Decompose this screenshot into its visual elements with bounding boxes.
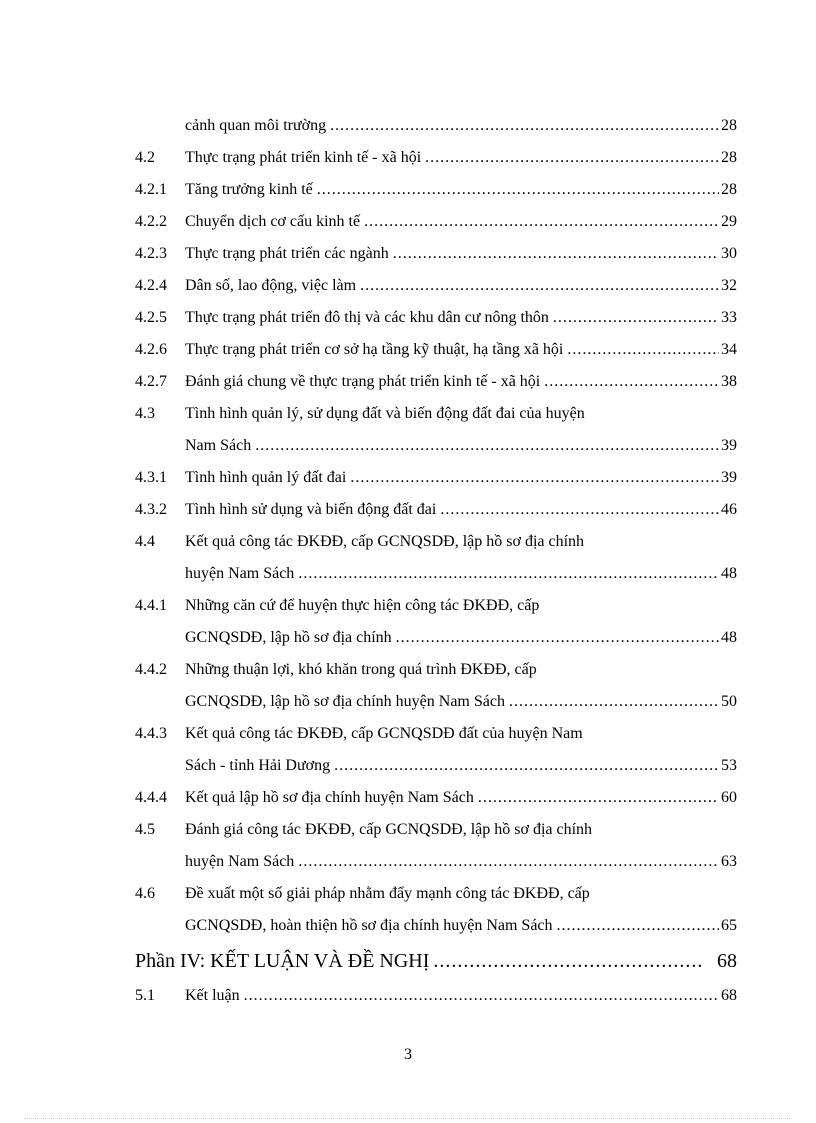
toc-entry — [135, 366, 737, 398]
toc-entry — [135, 270, 737, 302]
toc-leader-dots — [240, 980, 719, 1012]
toc-entry-number: 4.4.3 — [135, 725, 167, 742]
toc-entry-text — [185, 238, 719, 270]
toc-entry-title: cảnh quan môi trường — [185, 117, 327, 134]
toc-entry-page: 39 — [721, 437, 737, 454]
toc-entry-text — [185, 398, 737, 430]
toc-leader-dots — [389, 238, 719, 270]
toc-entry — [135, 590, 737, 622]
toc-entry-page: 28 — [721, 181, 737, 198]
toc-entry-page: 33 — [721, 309, 737, 326]
toc-entry-title: GCNQSDĐ, lập hồ sơ địa chính — [185, 629, 392, 646]
toc-entry-number: 4.4 — [135, 533, 155, 550]
toc-entry-number: 4.2.3 — [135, 245, 167, 262]
toc-entry-title: Kết quả công tác ĐKĐĐ, cấp GCNQSDĐ đất của huyện Nam — [185, 725, 583, 742]
toc-entry-number: 4.6 — [135, 885, 155, 902]
toc-entry-text — [185, 910, 719, 942]
toc-entry-page: 28 — [721, 149, 737, 166]
toc-entry-page: 29 — [721, 213, 737, 230]
toc-entry — [135, 302, 737, 334]
toc-entry-title: Nam Sách — [185, 437, 252, 454]
toc-entry-number: 4.2 — [135, 149, 155, 166]
toc-entry-title: Thực trạng phát triển cơ sở hạ tầng kỹ thuật, hạ tầng xã hội — [185, 341, 564, 358]
toc-entry-text — [185, 622, 719, 654]
toc-entry — [135, 142, 737, 174]
toc-entry-text — [185, 814, 737, 846]
toc-entry-title: Tăng trưởng kinh tế — [185, 181, 313, 198]
toc-entry-text — [185, 430, 719, 462]
toc-leader-dots — [474, 782, 719, 814]
toc-entry-text — [185, 494, 719, 526]
toc-entry-text — [185, 206, 719, 238]
toc-entry — [135, 980, 737, 1012]
toc-entry-number: 4.4.2 — [135, 661, 167, 678]
toc-entry — [135, 238, 737, 270]
toc-entry-title: Thực trạng phát triển các ngành — [185, 245, 389, 262]
toc-entry — [135, 526, 737, 558]
toc-entry — [135, 622, 737, 654]
toc-entry-number: 4.2.5 — [135, 309, 167, 326]
toc-leader-dots — [313, 174, 719, 206]
toc-leader-dots — [251, 430, 719, 462]
toc-entry-page: 53 — [721, 757, 737, 774]
toc-entry-text — [185, 366, 719, 398]
toc-entry — [135, 750, 737, 782]
toc-entry — [135, 206, 737, 238]
toc-entry-page: 50 — [721, 693, 737, 710]
toc-entry-title: Tình hình quản lý đất đai — [185, 469, 347, 486]
toc-entry — [135, 174, 737, 206]
toc-entry-title: Sách - tỉnh Hải Dương — [185, 757, 331, 774]
toc-entry — [135, 110, 737, 142]
toc-entry-text — [185, 718, 737, 750]
toc-entry — [135, 910, 737, 942]
toc-entry-page: 60 — [721, 789, 737, 806]
toc-entry-title: Đánh giá công tác ĐKĐĐ, cấp GCNQSDĐ, lập hồ sơ địa chính — [185, 821, 593, 838]
toc-entry — [135, 462, 737, 494]
toc-entry-text — [185, 142, 719, 174]
toc-entry-number: 4.3.1 — [135, 469, 167, 486]
toc-entry-text — [185, 302, 719, 334]
toc-leader-dots — [360, 206, 719, 238]
toc-leader-dots — [294, 846, 719, 878]
toc-entry-number: 5.1 — [135, 987, 155, 1004]
toc-entry-text — [185, 110, 719, 142]
toc-entry-title: Đề xuất một số giải pháp nhằm đẩy mạnh công tác ĐKĐĐ, cấp — [185, 885, 590, 902]
toc-leader-dots — [540, 366, 719, 398]
toc-entry-text — [185, 462, 719, 494]
toc-entry-page: 32 — [721, 277, 737, 294]
toc-leader-dots — [392, 622, 719, 654]
toc-entry-title: Những thuận lợi, khó khăn trong quá trình ĐKĐĐ, cấp — [185, 661, 537, 678]
toc-entry-title: Dân số, lao động, việc làm — [185, 277, 357, 294]
toc-entry-page: 63 — [721, 853, 737, 870]
toc-entry — [135, 654, 737, 686]
toc-entry-text — [185, 686, 719, 718]
toc-entry-page: 28 — [721, 117, 737, 134]
toc-entry-text — [185, 558, 719, 590]
toc-entry-number: 4.2.4 — [135, 277, 167, 294]
toc-entry-title: Tình hình quản lý, sử dụng đất và biến động đất đai của huyện — [185, 405, 585, 422]
toc-entry-page: 39 — [721, 469, 737, 486]
toc-entry-title: Kết quả lập hồ sơ địa chính huyện Nam Sách — [185, 789, 474, 806]
toc-entry — [135, 782, 737, 814]
toc-entry-page: 46 — [721, 501, 737, 518]
toc-entry-title: Những căn cứ để huyện thực hiện công tác ĐKĐĐ, cấp — [185, 597, 540, 614]
toc-entry-text — [185, 846, 719, 878]
toc-leader-dots — [294, 558, 719, 590]
toc-leader-dots — [421, 142, 719, 174]
toc-leader-dots — [326, 110, 719, 142]
toc-entry-text — [135, 942, 703, 980]
toc-entry-number: 4.4.4 — [135, 789, 167, 806]
toc-entry-page: 48 — [721, 629, 737, 646]
toc-entry-number: 4.2.6 — [135, 341, 167, 358]
toc-leader-dots — [330, 750, 719, 782]
toc-entry-page: 30 — [721, 245, 737, 262]
toc-entry-number: 4.3.2 — [135, 501, 167, 518]
toc-entry — [135, 846, 737, 878]
toc-entry-text — [185, 782, 719, 814]
toc-entry-title: Đánh giá chung về thực trạng phát triển kinh tế - xã hội — [185, 373, 541, 390]
toc-entry-title: Chuyển dịch cơ cấu kinh tế — [185, 213, 361, 230]
toc-entry-title: Phần IV: KẾT LUẬN VÀ ĐỀ NGHỊ — [135, 950, 430, 972]
toc-entry-title: Kết luận — [185, 987, 240, 1004]
toc-entry — [135, 398, 737, 430]
toc-entry-title: Thực trạng phát triển kinh tế - xã hội — [185, 149, 422, 166]
toc-leader-dots — [356, 270, 719, 302]
toc-entry-text — [185, 174, 719, 206]
toc-entry-text — [185, 334, 719, 366]
toc-entry — [135, 814, 737, 846]
toc-leader-dots — [563, 334, 719, 366]
toc-entry-text — [185, 750, 719, 782]
toc-entry-page: 38 — [721, 373, 737, 390]
toc-leader-dots — [436, 494, 719, 526]
toc-entry-text — [185, 590, 737, 622]
page-bottom-edge — [24, 1118, 792, 1119]
toc-leader-dots — [549, 302, 719, 334]
toc-leader-dots — [429, 942, 703, 980]
toc-leader-dots — [505, 686, 719, 718]
toc-entry-number: 4.2.7 — [135, 373, 167, 390]
toc-entry-number: 4.2.2 — [135, 213, 167, 230]
toc-entry-text — [185, 878, 737, 910]
toc-entry-number: 4.3 — [135, 405, 155, 422]
toc-entry-title: GCNQSDĐ, hoàn thiện hồ sơ địa chính huyện Nam Sách — [185, 917, 553, 934]
toc-entry-number: 4.5 — [135, 821, 155, 838]
toc-entry-page: 34 — [721, 341, 737, 358]
table-of-contents — [135, 110, 737, 1012]
toc-entry-text — [185, 980, 719, 1012]
toc-entry-page: 68 — [717, 950, 737, 972]
toc-entry-title: GCNQSDĐ, lập hồ sơ địa chính huyện Nam Sách — [185, 693, 505, 710]
toc-entry — [135, 494, 737, 526]
toc-entry-page: 48 — [721, 565, 737, 582]
toc-entry — [135, 430, 737, 462]
toc-entry-title: Kết quả công tác ĐKĐĐ, cấp GCNQSDĐ, lập hồ sơ địa chính — [185, 533, 585, 550]
toc-entry-title: Tình hình sử dụng và biến động đất đai — [185, 501, 437, 518]
toc-entry-number: 4.4.1 — [135, 597, 167, 614]
toc-leader-dots — [346, 462, 719, 494]
toc-entry — [135, 334, 737, 366]
toc-entry — [135, 686, 737, 718]
toc-leader-dots — [553, 910, 719, 942]
toc-entry-text — [185, 654, 737, 686]
toc-entry-number: 4.2.1 — [135, 181, 167, 198]
toc-entry-title: huyện Nam Sách — [185, 853, 295, 870]
toc-entry-text — [185, 270, 719, 302]
toc-entry-text — [185, 526, 737, 558]
toc-entry-page: 68 — [721, 987, 737, 1004]
toc-entry — [135, 558, 737, 590]
toc-entry — [135, 878, 737, 910]
toc-entry-title: Thực trạng phát triển đô thị và các khu dân cư nông thôn — [185, 309, 549, 326]
page-number: 3 — [404, 1046, 412, 1063]
toc-entry-page: 65 — [721, 917, 737, 934]
toc-entry — [135, 718, 737, 750]
toc-entry-title: huyện Nam Sách — [185, 565, 295, 582]
toc-entry — [135, 942, 737, 980]
